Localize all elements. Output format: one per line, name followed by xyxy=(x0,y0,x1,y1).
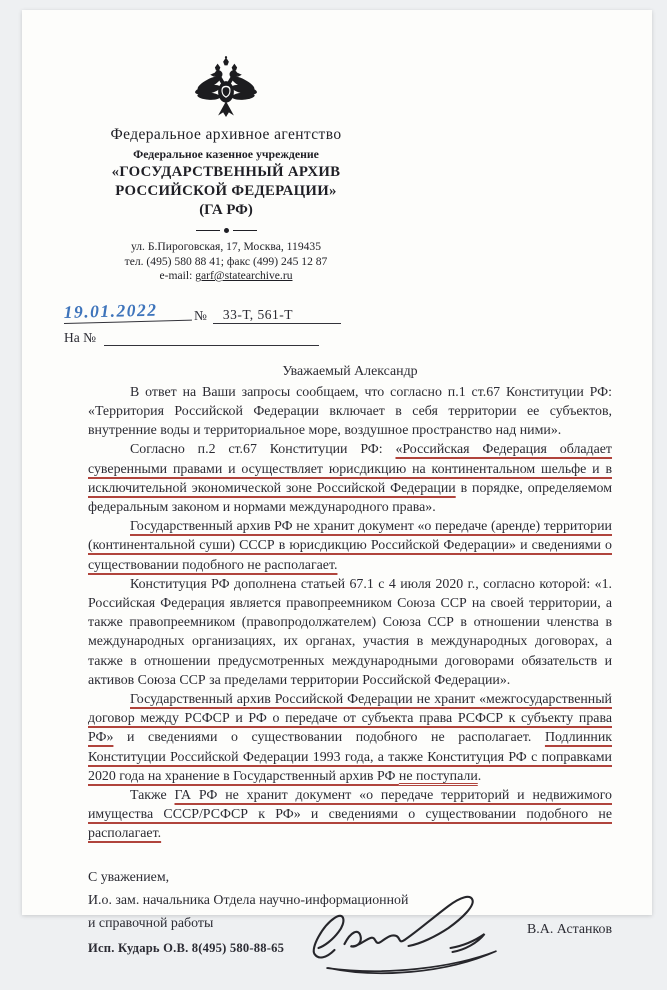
org-name-line1: «ГОСУДАРСТВЕННЫЙ АРХИВ xyxy=(111,164,341,180)
reply-to-blank-line xyxy=(104,332,319,346)
paragraph-3 xyxy=(88,517,612,575)
red-underlined-text: «Российская Федерация обладает суверенными правами и осуществляет юрисдикцию на континентальном шельфе и в исключительной экономической зоне Российской Федерации xyxy=(88,442,613,496)
letter-page xyxy=(22,10,652,955)
paragraph-text: Также xyxy=(130,787,175,803)
email-line xyxy=(58,269,394,284)
signer-name: В.А. Астанков xyxy=(527,921,612,937)
paragraph-4 xyxy=(88,575,612,690)
handwritten-signature xyxy=(298,888,513,988)
reply-to-row xyxy=(64,330,364,346)
divider-dot xyxy=(224,228,229,233)
email-address: garf@statearchive.ru xyxy=(195,269,293,282)
regards-line: С уважением, xyxy=(88,869,170,885)
paragraph-text: в порядке, определяемом федеральным законом и нормами международного права». xyxy=(88,480,612,515)
letterhead xyxy=(58,56,394,284)
paragraph-text: . xyxy=(477,768,482,784)
paragraph-5 xyxy=(88,690,612,786)
executor-line: Исп. Кударь О.В. 8(495) 580-88-65 xyxy=(88,940,285,955)
handwritten-date: 19.01.2022 xyxy=(63,298,192,323)
divider-bar-left xyxy=(196,230,220,232)
red-underlined-text: ГА РФ не хранит документ «о передаче территорий и недвижимого имущества СССР/РСФСР к РФ» и сведениями о существовании подобного не располагает. xyxy=(88,787,612,842)
paragraph-2 xyxy=(88,440,612,517)
letter-body xyxy=(88,362,612,844)
reference-block xyxy=(63,299,364,346)
paragraph-text: и сведениями о существовании подобного не располагает. xyxy=(113,730,545,746)
paragraph-6 xyxy=(88,786,612,844)
coat-of-arms-eagle-icon xyxy=(189,56,263,122)
reply-to-label: На № xyxy=(64,329,96,345)
signer-position-line1: И.о. зам. начальника Отдела научно-информационной xyxy=(88,892,409,908)
greeting-line: Уважаемый Александр xyxy=(282,363,418,379)
paragraph-text: Конституция РФ дополнена статьей 67.1 с 4 июля 2020 г., согласно которой: «1. Российская Федерация является правопреемником Союза ССР на своей территории, а также правопреемником (правопродолжателем) Союза ССР в отношении членства в международных организациях, их органах, участия в международных договорах, а также в отношении предусмотренных международными договорами обязательств и активов Союза ССР за пределами территории Российской Федерации». xyxy=(88,576,612,688)
agency-name: Федеральное архивное агентство xyxy=(110,126,342,143)
paragraph-text: В ответ на Ваши запросы сообщаем, что согласно п.1 ст.67 Конституции РФ: «Территория Российской Федерации включает в себя территории ее субъектов, внутренние воды и территориальное море, воздушное пространство над ними». xyxy=(88,384,612,439)
paragraph-1 xyxy=(88,383,612,441)
number-sign-label: № xyxy=(194,307,207,323)
letterhead-divider xyxy=(58,228,394,233)
red-underlined-text: Государственный архив РФ не хранит документ «о передаче (аренде) территории (континентальной суши) СССР в юрисдикцию Российской Федерации» и сведениями о существовании подобного не располагает. xyxy=(88,519,612,573)
red-underlined-text: Подлинник Конституции Российской Федерации 1993 года, а также Конституция РФ с поправками 2020 года на хранение в Государственный архив РФ xyxy=(88,730,612,784)
date-number-row xyxy=(63,299,364,324)
closing-block xyxy=(88,870,612,990)
signer-position-line2: и справочной работы xyxy=(88,915,214,931)
divider-bar-right xyxy=(233,230,257,232)
phone-fax: тел. (495) 580 88 41; факс (499) 245 12 87 xyxy=(124,254,328,268)
institution-type: Федеральное казенное учреждение xyxy=(133,147,319,161)
org-abbreviation: (ГА РФ) xyxy=(199,202,253,218)
email-label: e-mail: xyxy=(159,269,196,282)
red-underlined-text: Государственный архив Российской Федерации не хранит «межгосударственный договор между РСФСР и РФ о передаче от субъекта права РСФСР к субъекту права РФ» xyxy=(88,691,612,746)
postal-address: ул. Б.Пироговская, 17, Москва, 119435 xyxy=(130,240,322,253)
org-name-line2: РОССИЙСКОЙ ФЕДЕРАЦИИ» xyxy=(115,182,337,199)
outgoing-number: 33-Т, 561-Т xyxy=(213,307,341,324)
paragraph-text: Согласно п.2 ст.67 Конституции РФ: xyxy=(130,442,396,458)
red-double-underlined-text: не поступали xyxy=(398,768,478,784)
